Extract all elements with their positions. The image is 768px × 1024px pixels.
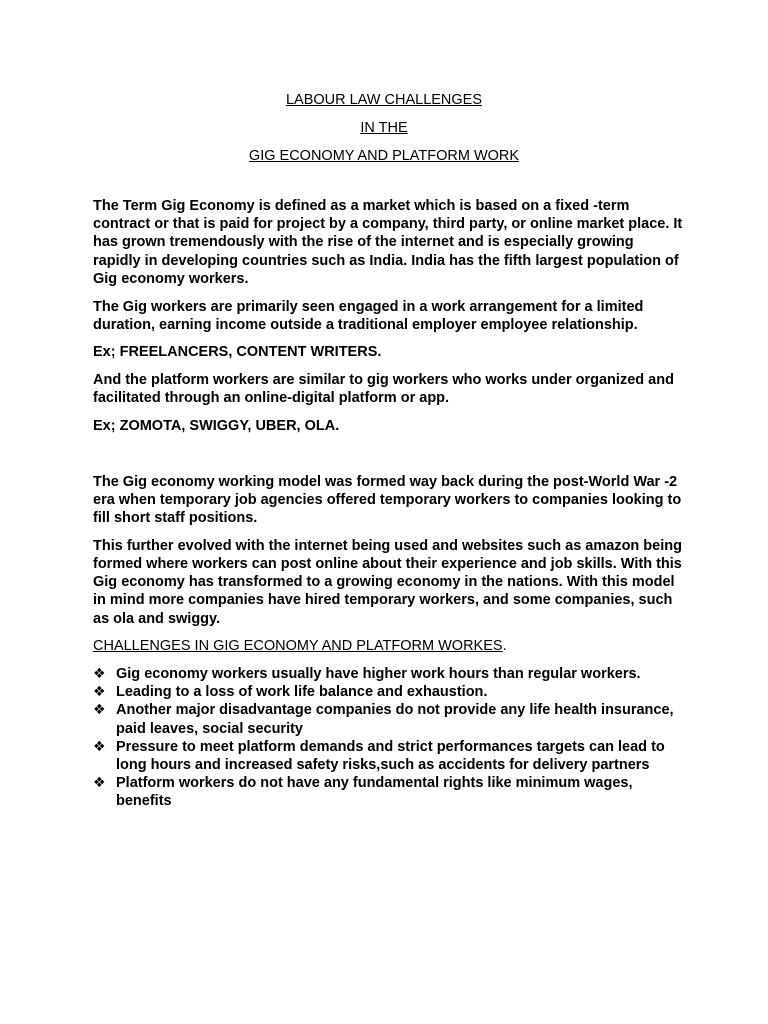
list-item [93, 665, 683, 683]
diamond-bullet-icon: ❖ [93, 738, 106, 755]
list-item-text: Pressure to meet platform demands and strict performances targets can lead to long hours and increased safety risks,such as accidents for delivery partners [116, 738, 665, 774]
paragraph-example-1: Ex; FREELANCERS, CONTENT WRITERS. [93, 344, 382, 361]
spacer [93, 445, 683, 473]
title-block [0, 86, 768, 170]
list-item-text: Gig economy workers usually have higher work hours than regular workers. [116, 666, 641, 683]
title-line-1: LABOUR LAW CHALLENGES [285, 92, 483, 108]
paragraph-history: The Gig economy working model was formed way back during the post-World War -2 era when temporary job agencies offered temporary workers to companies looking to fill short staff positions. [93, 473, 682, 527]
title-line-2: IN THE [360, 120, 408, 136]
challenges-heading: CHALLENGES IN GIG ECONOMY AND PLATFORM WORKES [93, 638, 503, 655]
challenges-heading-suffix: . [502, 638, 507, 655]
list-item-text: Leading to a loss of work life balance and exhaustion. [116, 684, 488, 701]
diamond-bullet-icon: ❖ [93, 702, 106, 719]
document-body [93, 197, 683, 811]
challenges-list [93, 665, 683, 811]
list-item-text: Another major disadvantage companies do not provide any life health insurance, paid leaves, social security [116, 702, 674, 737]
paragraph-gig-workers: The Gig workers are primarily seen engaged in a work arrangement for a limited duration, earning income outside a traditional employer employee relationship. [93, 298, 644, 333]
paragraph-example-2: Ex; ZOMOTA, SWIGGY, UBER, OLA. [93, 418, 340, 435]
diamond-bullet-icon: ❖ [93, 775, 106, 792]
challenges-heading-wrap [93, 637, 683, 655]
paragraph-evolution: This further evolved with the internet being used and websites such as amazon being formed where workers can post online about their experience and job skills. With this Gig economy has transformed to a growing economy in the nations. With this model in mind more companies have hired temporary workers, and some companies, such as ola and swiggy. [93, 537, 682, 627]
title-line-3: GIG ECONOMY AND PLATFORM WORK [248, 148, 520, 164]
paragraph-definition: The Term Gig Economy is defined as a market which is based on a fixed -term contract or that is paid for project by a company, third party, or online market place. It has grown tremendously with the rise of the internet and is especially growing rapidly in developing countries such as India. India has the fifth largest population of Gig economy workers. [93, 198, 683, 287]
list-item-text: Platform workers do not have any fundamental rights like minimum wages, benefits [116, 775, 633, 810]
paragraph-platform-workers: And the platform workers are similar to gig workers who works under organized and facilitated through an online-digital platform or app. [93, 372, 674, 407]
diamond-bullet-icon: ❖ [93, 666, 106, 683]
list-item [93, 738, 683, 774]
list-item [93, 774, 683, 810]
list-item [93, 683, 683, 701]
diamond-bullet-icon: ❖ [93, 684, 106, 701]
list-item [93, 701, 683, 737]
